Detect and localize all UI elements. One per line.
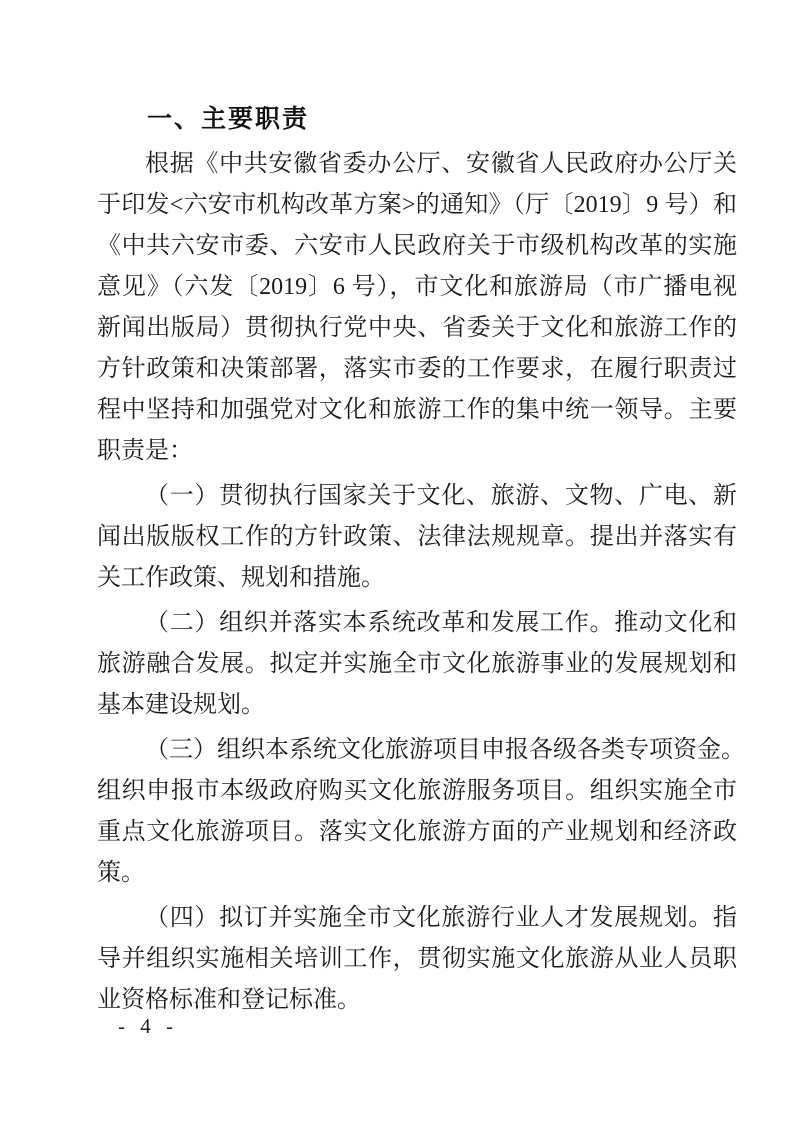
text-line: 新闻出版局）贯彻执行党中央、省委关于文化和旅游工作的 — [97, 315, 737, 341]
paragraph-item-1 — [97, 476, 737, 599]
page-number: - 4 - — [118, 1014, 178, 1038]
section-heading: 一、主要职责 — [147, 105, 310, 133]
text-line: （二）组织并落实本系统改革和发展工作。推动文化和 — [145, 610, 737, 636]
paragraph-item-4 — [97, 898, 737, 1021]
text-line: 《中共六安市委、六安市人民政府关于市级机构改革的实施 — [97, 233, 737, 259]
text-line: 关工作政策、规划和措施。 — [97, 565, 385, 591]
text-line: 重点文化旅游项目。落实文化旅游方面的产业规划和经济政 — [97, 819, 737, 845]
paragraph-intro — [97, 144, 737, 472]
text-line: 组织申报市本级政府购买文化旅游服务项目。组织实施全市 — [97, 778, 737, 804]
text-line: 职责是： — [97, 438, 193, 464]
text-line: （一）贯彻执行国家关于文化、旅游、文物、广电、新 — [145, 483, 737, 509]
text-line: 策。 — [97, 860, 145, 886]
text-line: 方针政策和决策部署，落实市委的工作要求，在履行职责过 — [97, 356, 737, 382]
text-line: 根据《中共安徽省委办公厅、安徽省人民政府办公厅关 — [145, 151, 737, 177]
text-line: 旅游融合发展。拟定并实施全市文化旅游事业的发展规划和 — [97, 651, 737, 677]
text-line: 业资格标准和登记标准。 — [97, 987, 361, 1013]
text-line: （四）拟订并实施全市文化旅游行业人才发展规划。指 — [145, 905, 737, 931]
document-body — [97, 99, 745, 1025]
text-line: 于印发<六安市机构改革方案>的通知》（厅〔2019〕9 号）和 — [97, 192, 737, 218]
text-line: （三）组织本系统文化旅游项目申报各级各类专项资金。 — [145, 737, 745, 763]
text-line: 闻出版版权工作的方针政策、法律法规规章。提出并落实有 — [97, 524, 737, 550]
paragraph-item-3 — [97, 730, 745, 894]
text-line: 导并组织实施相关培训工作，贯彻实施文化旅游从业人员职 — [97, 946, 737, 972]
text-line: 程中坚持和加强党对文化和旅游工作的集中统一领导。主要 — [97, 397, 737, 423]
text-line: 基本建设规划。 — [97, 692, 265, 718]
text-line: 意见》（六发〔2019〕6 号），市文化和旅游局（市广播电视 — [97, 274, 737, 300]
paragraph-item-2 — [97, 603, 737, 726]
